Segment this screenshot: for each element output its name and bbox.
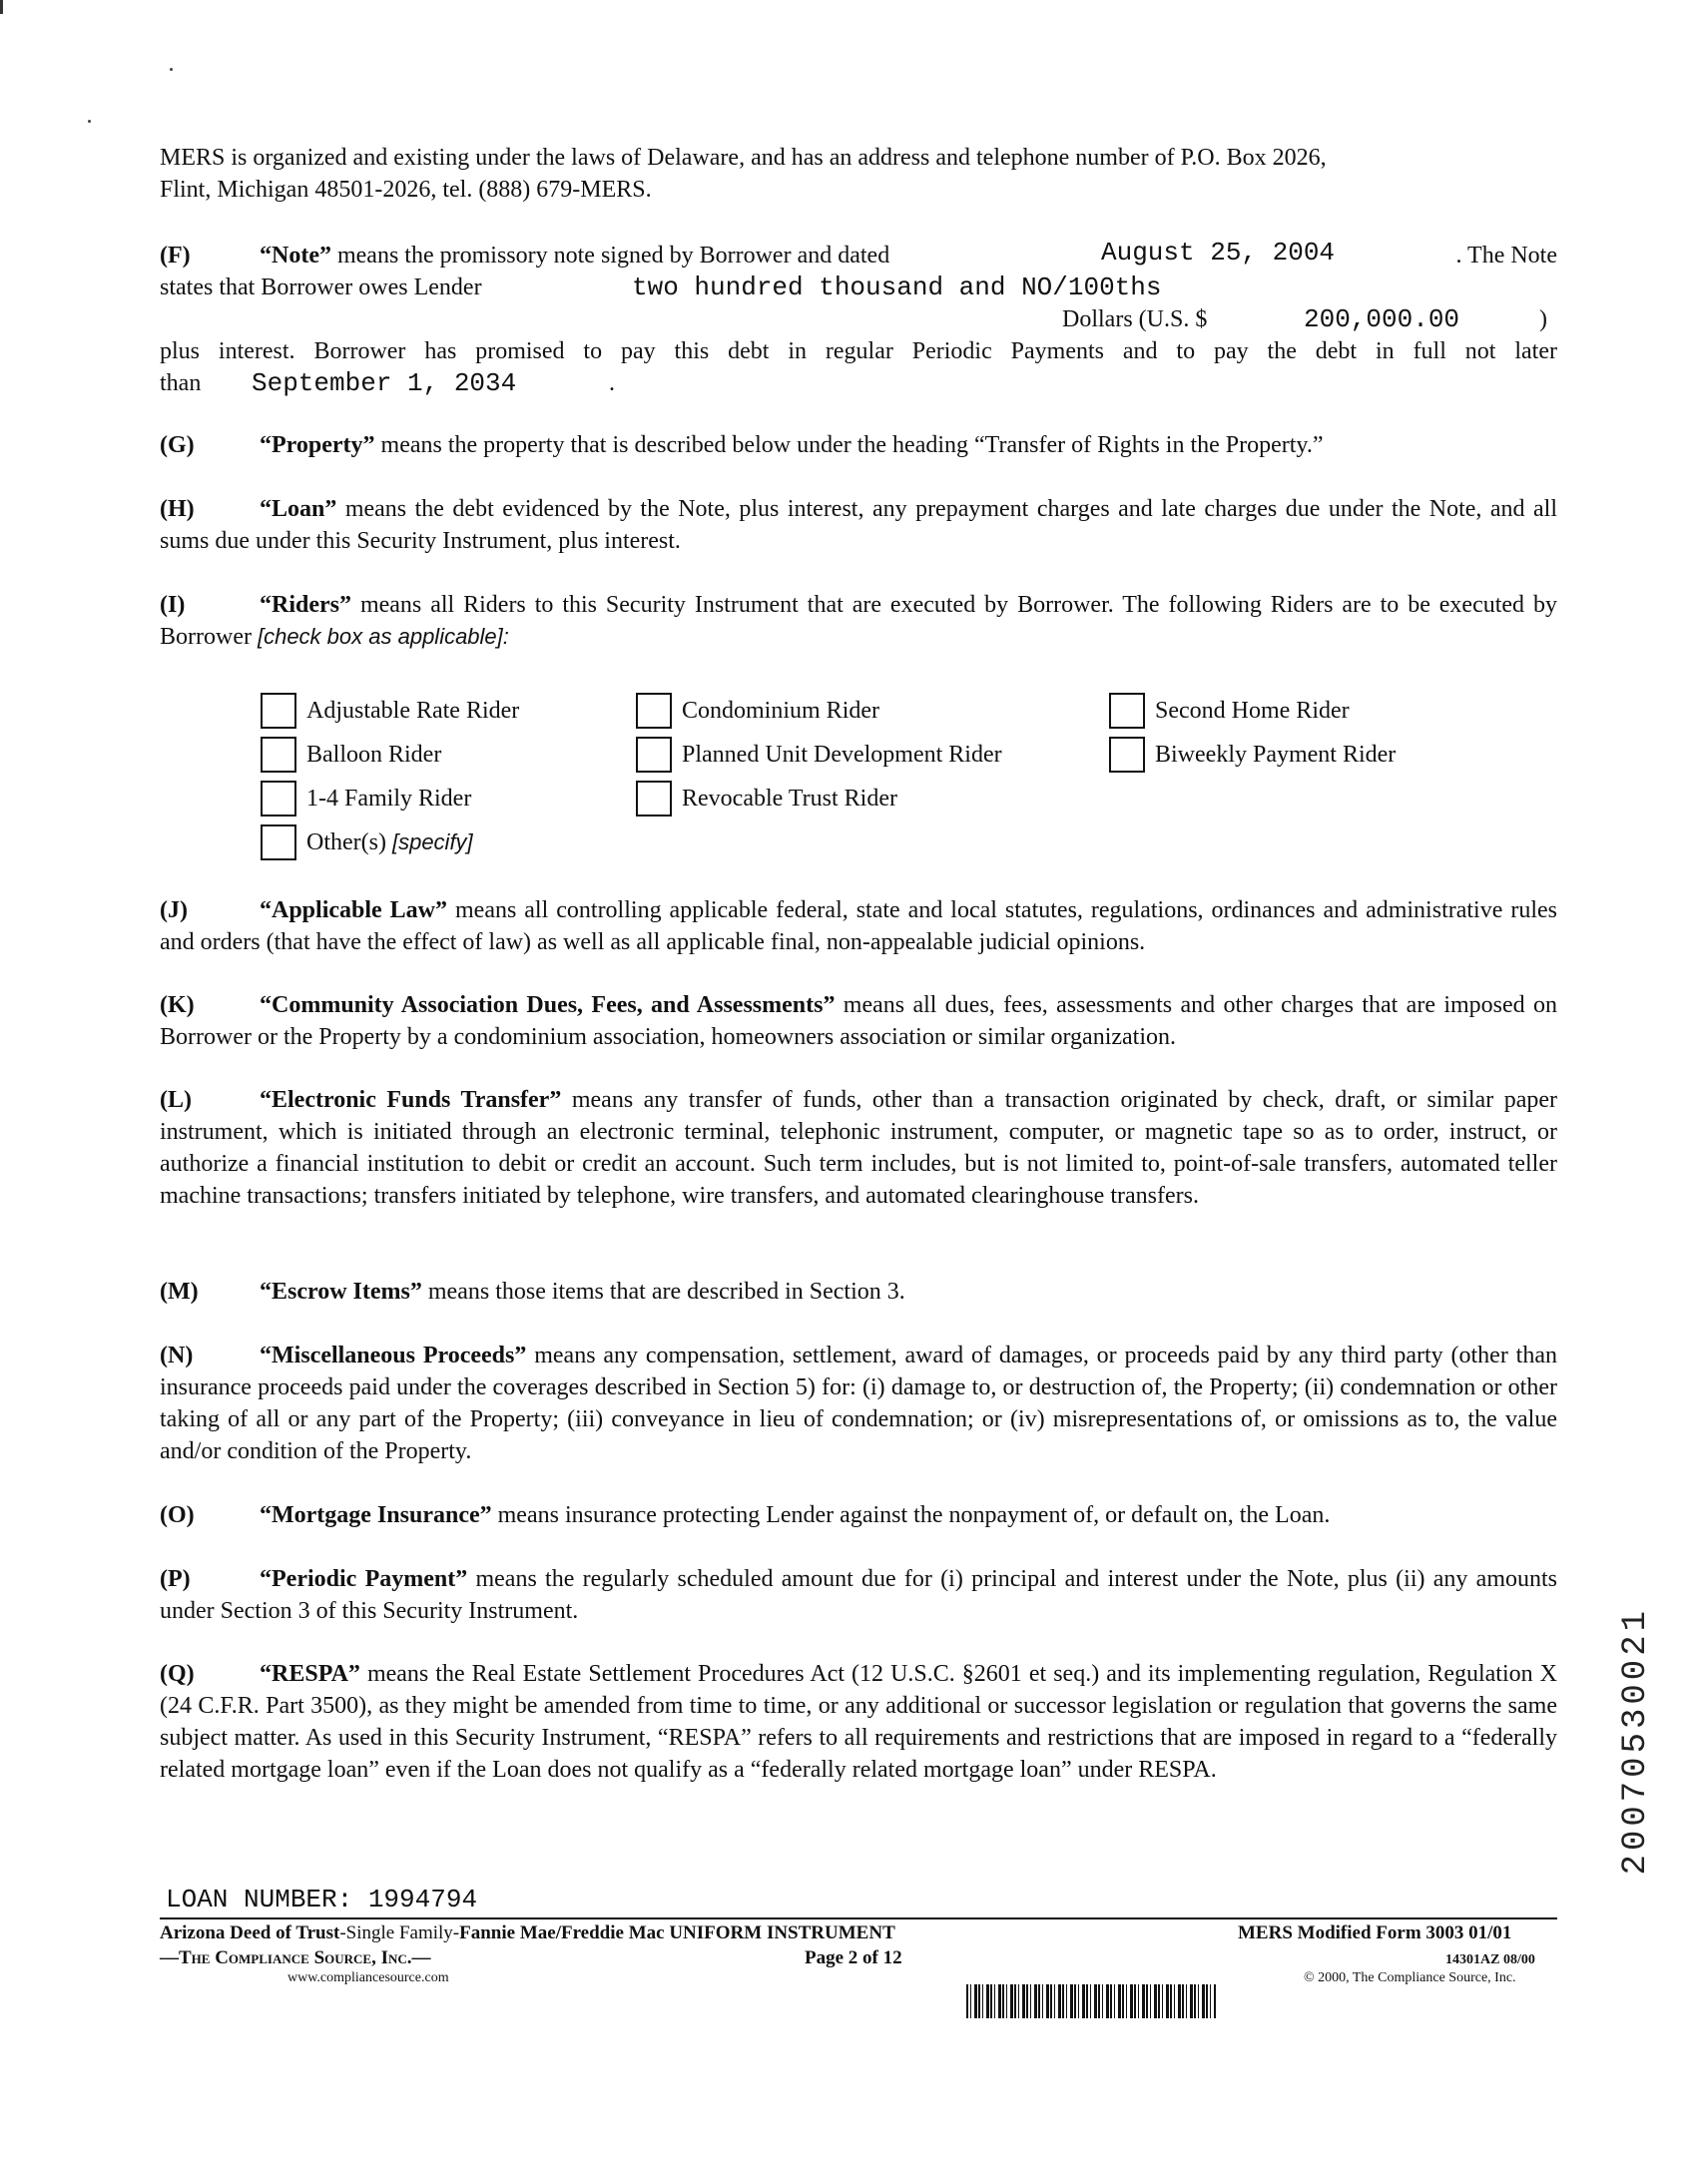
scan-edge-mark [0, 0, 3, 14]
rider-label: Biweekly Payment Rider [1155, 742, 1397, 768]
section-n-miscellaneous-proceeds [160, 1340, 1557, 1467]
note-date-field: August 25, 2004 [1101, 238, 1336, 268]
rider-balloon[interactable] [261, 737, 441, 773]
rider-label: Balloon Rider [306, 742, 442, 768]
section-text: means the regularly scheduled amount due for (i) principal and interest under the Note, plus (ii) any amounts under Section 3 of this Security Instrument. [160, 1566, 1557, 1624]
page-number: Page 2 of 12 [805, 1947, 902, 1968]
section-p-periodic-payment [160, 1563, 1557, 1627]
rider-second-home[interactable] [1109, 693, 1350, 729]
mers-line-1: MERS is organized and existing under the laws of Delaware, and has an address and telephone number of P.O. Box 2026, [160, 145, 1327, 171]
check-instruction: [check box as applicable]: [257, 624, 509, 649]
section-term: “Periodic Payment” [260, 1566, 468, 1592]
section-g-property [160, 429, 1557, 461]
section-label: (G) [160, 432, 195, 458]
rider-label: Condominium Rider [682, 698, 879, 724]
rider-others[interactable] [261, 824, 473, 860]
form-title-part: Fannie Mae/Freddie Mac UNIFORM INSTRUMENT [459, 1922, 895, 1943]
loan-number: LOAN NUMBER: 1994794 [166, 1885, 478, 1914]
section-label: (H) [160, 496, 195, 522]
scan-speck [88, 120, 91, 123]
section-term: “Note” [260, 243, 331, 269]
rider-planned-unit-development[interactable] [636, 737, 1002, 773]
dollars-label: Dollars (U.S. $ [1062, 306, 1208, 332]
company-website: www.compliancesource.com [287, 1970, 449, 1985]
rider-revocable-trust[interactable] [636, 781, 897, 817]
section-term: “Electronic Funds Transfer” [260, 1087, 562, 1113]
rider-label: Other(s) [306, 829, 386, 855]
mers-line-2: Flint, Michigan 48501-2026, tel. (888) 679-MERS. [160, 177, 652, 203]
rider-label: 1-4 Family Rider [306, 786, 472, 812]
section-term: “Riders” [260, 592, 351, 618]
section-label: (I) [160, 592, 186, 618]
section-text: plus interest. Borrower has promised to pay this debt in regular Periodic Payments and to pay the debt in full not later [160, 338, 1557, 364]
form-title-part: -Single Family- [339, 1922, 460, 1943]
rider-biweekly-payment[interactable] [1109, 737, 1396, 773]
section-text: means the property that is described below under the heading “Transfer of Rights in the Property.” [374, 432, 1324, 458]
section-term: “Property” [260, 432, 375, 458]
copyright: © 2000, The Compliance Source, Inc. [1304, 1970, 1516, 1985]
section-label: (K) [160, 992, 195, 1018]
form-title [160, 1922, 895, 1944]
section-text: means the Real Estate Settlement Procedures Act (12 U.S.C. §2601 et seq.) and its implementing regulation, Regulation X (24 C.F.R. Part 3500), as they might be amended from time to time, or any additional or successor legislation or regulation that governs the same subject matter. As used in this Security Instrument, “RESPA” refers to all requirements and restrictions that are imposed in regard to a “federally related mortgage loan” even if the Loan does not qualify as a “federally related mortgage loan” under RESPA. [160, 1661, 1557, 1783]
section-label: (F) [160, 243, 191, 269]
section-f-note [160, 240, 1557, 401]
maturity-date-field: September 1, 2034 [252, 368, 517, 398]
than-label: than [160, 370, 202, 396]
section-o-mortgage-insurance [160, 1499, 1557, 1531]
section-text: means any compensation, settlement, award of damages, or proceeds paid by any third party (other than insurance proceeds paid under the coverages described in Section 5) for: (i) damage to, or destruction of, the Property; (ii) condemnation or other taking of all or any part of the Property; (iii) conveyance in lieu of condemnation; or (iv) misrepresentations of, or omissions as to, the value and/or condition of the Property. [160, 1343, 1558, 1464]
section-k-community-association [160, 989, 1557, 1053]
checkbox[interactable] [636, 781, 672, 817]
specify-note: [specify] [391, 829, 473, 854]
section-text: means all dues, fees, assessments and other charges that are imposed on Borrower or the Property by a condominium association, homeowners association or similar organization. [160, 992, 1557, 1050]
checkbox[interactable] [1109, 693, 1145, 729]
recording-number-stamp: 20070530021 [1617, 1607, 1655, 1876]
scan-speck [170, 68, 173, 71]
checkbox[interactable] [261, 737, 296, 773]
section-label: (L) [160, 1087, 192, 1113]
checkbox[interactable] [261, 693, 296, 729]
rider-condominium[interactable] [636, 693, 879, 729]
rider-1-4-family[interactable] [261, 781, 471, 817]
section-h-loan [160, 493, 1557, 557]
close-paren: ) [1539, 306, 1547, 332]
section-term: “Applicable Law” [260, 897, 448, 923]
section-text: means all controlling applicable federal, state and local statutes, regulations, ordinances and administrative rules and orders (that have the effect of law) as well as all applicable final, non-appealable judicial opinions. [160, 897, 1557, 955]
loan-amount-words-field: two hundred thousand and NO/100ths [632, 273, 1162, 302]
company-name: —The Compliance Source, Inc.— [160, 1947, 431, 1968]
section-text: means all Riders to this Security Instrument that are executed by Borrower. The following Riders are to be executed by Borrower [160, 592, 1557, 650]
checkbox[interactable] [636, 737, 672, 773]
checkbox[interactable] [636, 693, 672, 729]
section-label: (O) [160, 1502, 195, 1528]
barcode [966, 1984, 1216, 2018]
section-i-riders [160, 589, 1557, 653]
footer-rule [160, 1917, 1557, 1919]
section-label: (Q) [160, 1661, 195, 1687]
section-term: “Community Association Dues, Fees, and Assessments” [260, 992, 836, 1018]
rider-label: Planned Unit Development Rider [682, 742, 1002, 768]
checkbox[interactable] [261, 781, 296, 817]
period: . [609, 370, 615, 396]
section-term: “Escrow Items” [260, 1279, 422, 1305]
checkbox[interactable] [1109, 737, 1145, 773]
section-term: “Miscellaneous Proceeds” [260, 1343, 527, 1368]
loan-amount-field: 200,000.00 [1304, 304, 1460, 334]
rider-label: Second Home Rider [1155, 698, 1350, 724]
section-text: . The Note [1455, 243, 1557, 269]
section-term: “RESPA” [260, 1661, 360, 1687]
section-l-electronic-funds-transfer [160, 1084, 1557, 1212]
section-text: means the debt evidenced by the Note, plus interest, any prepayment charges and late charges due under the Note, and all sums due under this Security Instrument, plus interest. [160, 496, 1557, 554]
section-j-applicable-law [160, 894, 1557, 958]
form-number: MERS Modified Form 3003 01/01 [1238, 1922, 1512, 1943]
section-text: means insurance protecting Lender against the nonpayment of, or default on, the Loan. [491, 1502, 1331, 1528]
section-label: (P) [160, 1566, 191, 1592]
checkbox[interactable] [261, 824, 296, 860]
section-label: (N) [160, 1343, 194, 1368]
section-label: (M) [160, 1279, 199, 1305]
section-q-respa [160, 1658, 1557, 1786]
section-label: (J) [160, 897, 188, 923]
form-code: 14301AZ 08/00 [1445, 1952, 1535, 1967]
section-text: means any transfer of funds, other than a transaction originated by check, draft, or similar paper instrument, which is initiated through an electronic terminal, telephonic instrument, computer, or magnetic tape so as to order, instruct, or authorize a financial institution to debit or credit an account. Such term includes, but is not limited to, point-of-sale transfers, automated teller machine transactions; transfers initiated by telephone, wire transfers, and automated clearinghouse transfers. [160, 1087, 1557, 1209]
section-m-escrow-items [160, 1276, 1557, 1308]
section-term: “Mortgage Insurance” [260, 1502, 492, 1528]
form-title-part: Arizona Deed of Trust [160, 1922, 340, 1943]
rider-adjustable-rate[interactable] [261, 693, 519, 729]
section-text: means the promissory note signed by Borrower and dated [330, 243, 890, 269]
section-text: means those items that are described in Section 3. [421, 1279, 905, 1305]
section-term: “Loan” [260, 496, 337, 522]
mers-paragraph [160, 142, 1557, 206]
section-text: states that Borrower owes Lender [160, 274, 482, 300]
rider-label: Adjustable Rate Rider [306, 698, 520, 724]
rider-label: Revocable Trust Rider [682, 786, 897, 812]
